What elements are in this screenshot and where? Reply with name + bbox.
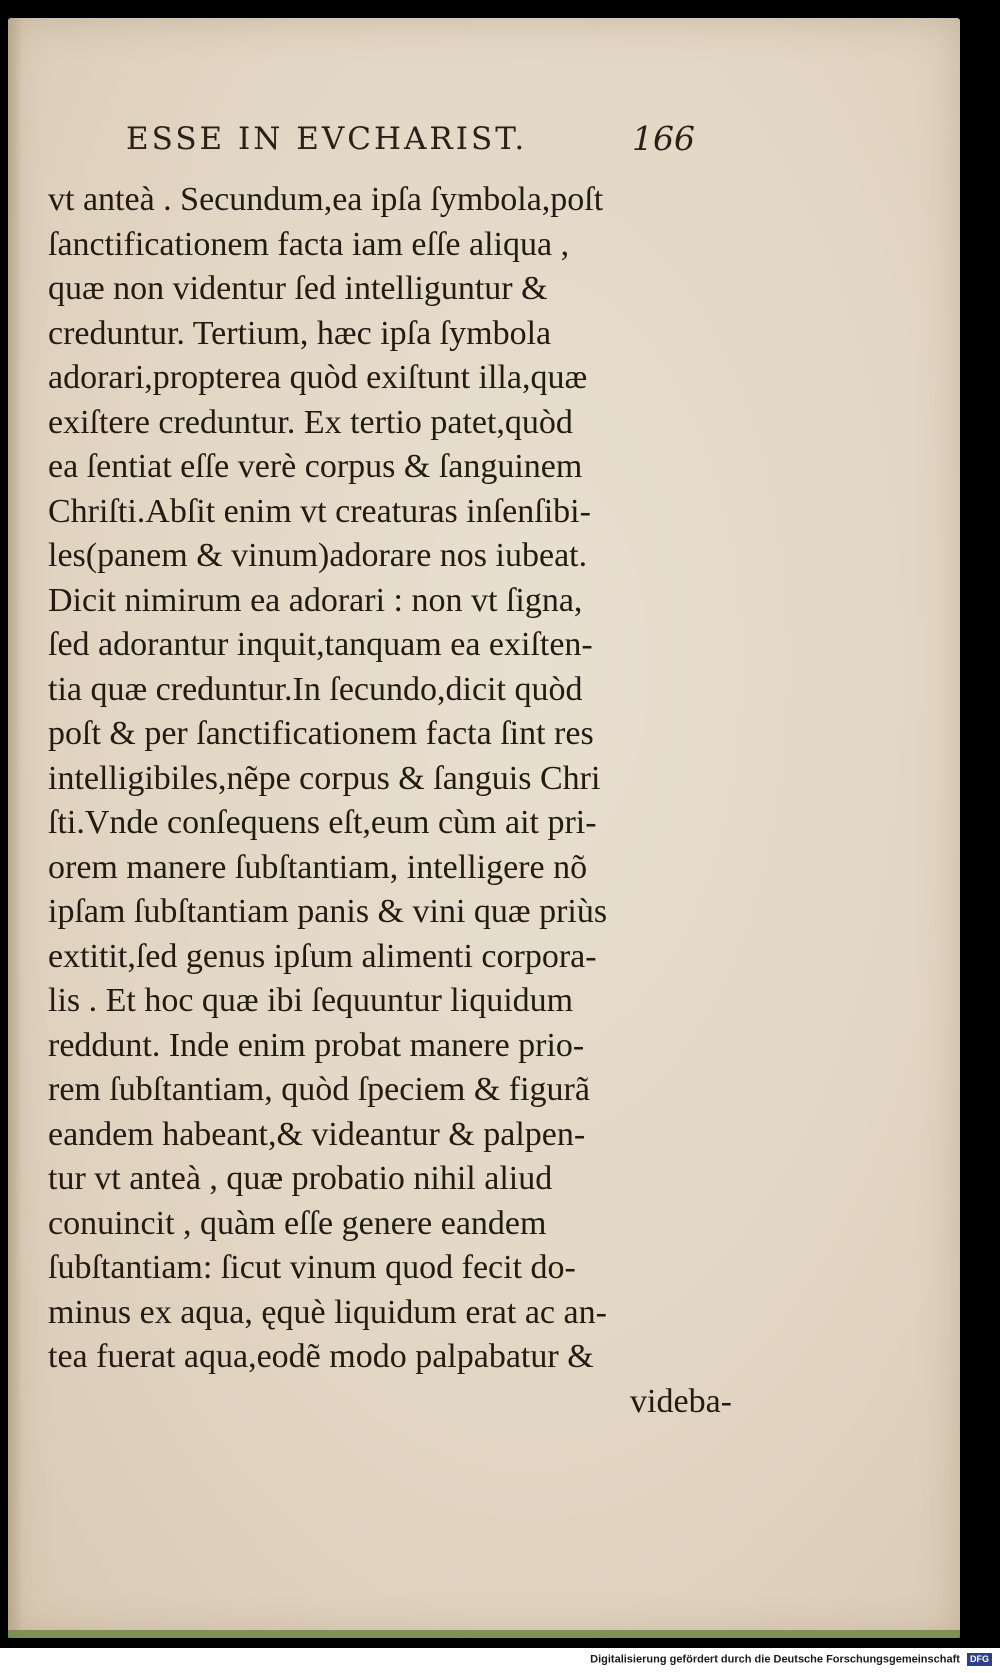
body-text <box>48 178 738 1424</box>
page-number: 166 <box>632 119 695 158</box>
text-line: orem manere ſubſtantiam, intelligere nõ <box>48 848 588 886</box>
text-line: ſanctificationem facta iam eſſe aliqua , <box>48 225 570 263</box>
text-line: ipſam ſubſtantiam panis & vini quæ priùs <box>48 893 608 930</box>
text-line: quæ non videntur ſed intelliguntur & <box>48 270 548 307</box>
text-line: intelligibiles,nẽpe corpus & ſanguis Chri <box>48 759 601 797</box>
text-line: ſed adorantur inquit,tanquam ea exiſten- <box>48 626 593 663</box>
text-line: lis . Et hoc quæ ibi ſequuntur liquidum <box>48 982 574 1019</box>
book-page <box>8 18 960 1638</box>
text-line: tea fuerat aqua,eodẽ modo palpabatur & <box>48 1338 594 1375</box>
text-line: extitit,ſed genus ipſum alimenti corpora- <box>48 937 597 975</box>
text-line: Chriſti.Abſit enim vt creaturas inſenſibi- <box>48 492 591 530</box>
text-line: creduntur. Tertium, hæc ipſa ſymbola <box>48 314 552 352</box>
page-edge-shadow <box>8 18 22 1638</box>
text-line: tur vt anteà , quæ probatio nihil aliud <box>48 1160 553 1197</box>
text-line: exiſtere creduntur. Ex tertio patet,quòd <box>48 403 573 441</box>
text-line: eandem habeant,& videantur & palpen- <box>48 1115 586 1153</box>
text-line: rem ſubſtantiam, quòd ſpeciem & figurã <box>48 1071 590 1108</box>
text-line: vt anteà . Secundum,ea ipſa ſymbola,poſt <box>48 181 604 218</box>
text-line: ea ſentiat eſſe verè corpus & ſanguinem <box>48 448 583 485</box>
funding-credit-text: Digitalisierung gefördert durch die Deutsche Forschungsgemeinschaft <box>590 1653 960 1666</box>
text-line: reddunt. Inde enim probat manere prio- <box>48 1026 585 1064</box>
text-line: conuincit , quàm eſſe genere eandem <box>48 1204 547 1242</box>
text-line: Dicit nimirum ea adorari : non vt ſigna, <box>48 581 583 619</box>
text-line: ſti.Vnde conſequens eſt,eum cùm ait pri- <box>48 804 597 841</box>
page-bottom-edge <box>8 1630 960 1638</box>
text-line: tia quæ creduntur.In ſecundo,dicit quòd <box>48 670 583 708</box>
text-line: ſubſtantiam: ſicut vinum quod fecit do- <box>48 1249 576 1286</box>
funding-credit <box>590 1653 992 1666</box>
text-line: les(panem & vinum)adorare nos iubeat. <box>48 537 588 574</box>
dfg-logo-icon: DFG <box>967 1653 992 1666</box>
text-line: poſt & per ſanctificationem facta ſint res <box>48 715 594 752</box>
text-line: minus ex aqua, ęquè liquidum erat ac an- <box>48 1293 607 1331</box>
running-head: ESSE IN EVCHARIST. <box>126 121 528 157</box>
footer-strip <box>0 1648 1000 1673</box>
catchword: videba- <box>630 1382 732 1420</box>
text-line: adorari,propterea quòd exiſtunt illa,quæ <box>48 359 588 396</box>
page-header <box>126 121 726 171</box>
